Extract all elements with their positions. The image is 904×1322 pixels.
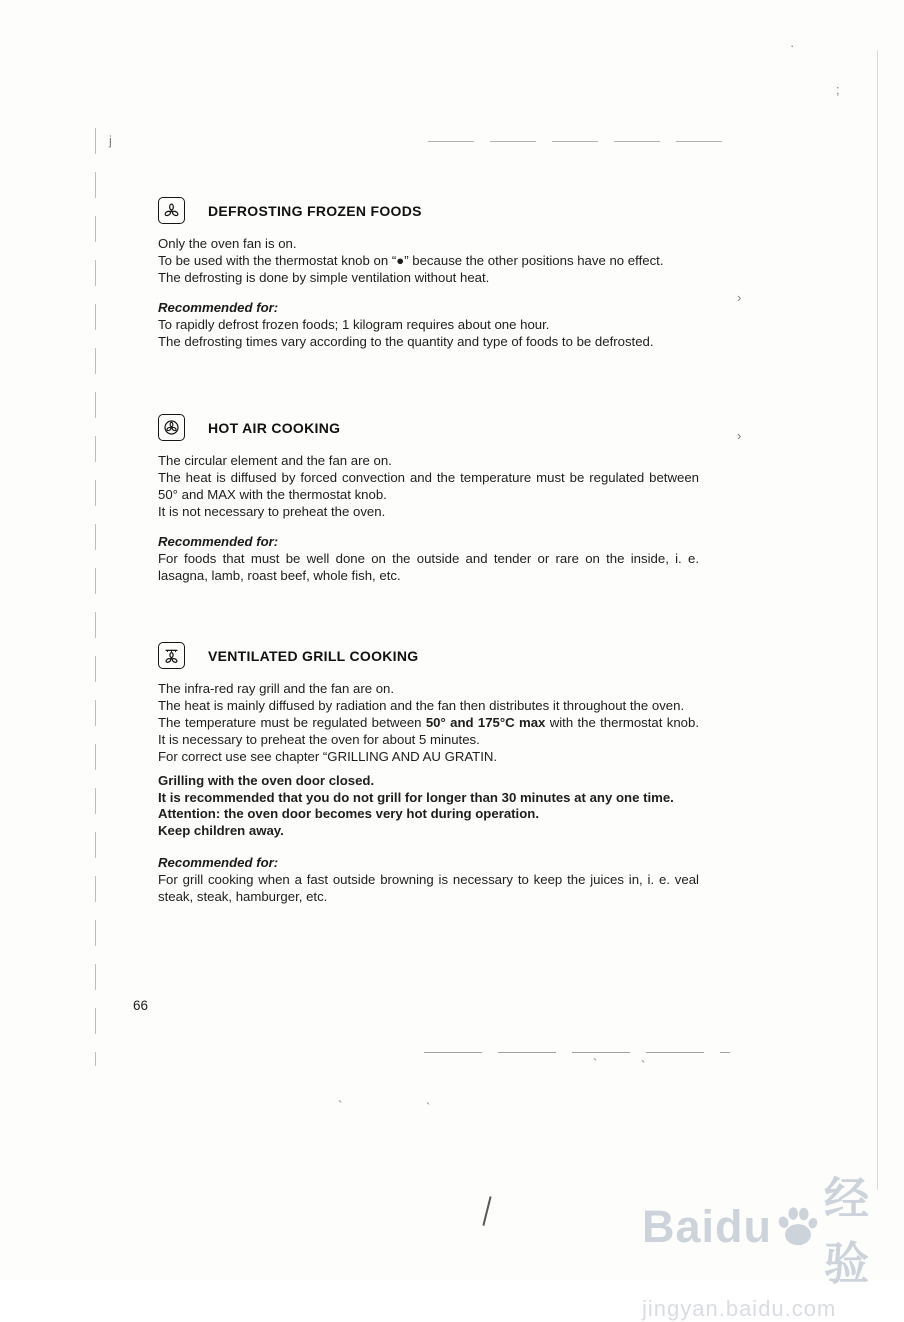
hot-air-fan-icon bbox=[158, 414, 185, 441]
ventilated-grill-icon bbox=[158, 642, 185, 669]
scan-speck: › bbox=[737, 428, 742, 443]
temp-post-text: with the thermostat knob. It is necessary to preheat the oven for about 5 minutes. bbox=[158, 715, 700, 747]
baidu-watermark bbox=[642, 1162, 904, 1322]
recommended-text: The defrosting times vary according to the quantity and type of foods to be defrosted. bbox=[158, 334, 654, 349]
watermark-brand-row bbox=[642, 1162, 904, 1292]
recommended-for-label: Recommended for: bbox=[158, 855, 279, 870]
watermark-brand-latin: Baidu bbox=[642, 1201, 773, 1252]
scan-speck: · bbox=[790, 38, 795, 53]
body-line: The circular element and the fan are on. bbox=[158, 453, 392, 468]
body-line: The heat is diffused by forced convection and the temperature must be regulated between 50° and MAX with the thermostat knob. bbox=[158, 470, 699, 502]
section-header bbox=[158, 642, 699, 669]
recommended-for-label: Recommended for: bbox=[158, 300, 279, 315]
scan-bottom-dashed-line bbox=[424, 1052, 730, 1053]
recommended-text: For grill cooking when a fast outside browning is necessary to keep the juices in, i. e. veal steak, steak, hamburger, etc. bbox=[158, 872, 699, 904]
warning-line: Keep children away. bbox=[158, 822, 284, 838]
watermark-brand-cn: 经验 bbox=[824, 1173, 871, 1289]
defrost-fan-icon bbox=[158, 197, 185, 224]
warning-line: It is recommended that you do not grill for longer than 30 minutes at any one time. bbox=[158, 789, 674, 805]
page-content bbox=[158, 197, 699, 905]
scan-right-edge-line bbox=[877, 50, 878, 1190]
section-title: HOT AIR COOKING bbox=[208, 419, 341, 436]
scan-speck: › bbox=[737, 290, 742, 305]
body-line: Only the oven fan is on. bbox=[158, 236, 297, 251]
scan-left-edge-line bbox=[95, 128, 96, 1066]
warning-line: Grilling with the oven door closed. bbox=[158, 773, 375, 788]
scan-speck: ` bbox=[426, 1100, 431, 1115]
recommended-for-label: Recommended for: bbox=[158, 534, 279, 549]
scan-speck: ` bbox=[338, 1098, 343, 1113]
body-line: For correct use see chapter “GRILLING AND AU GRATIN. bbox=[158, 749, 498, 764]
section-hot-air-cooking bbox=[158, 414, 699, 584]
warning-line: Attention: the oven door becomes very hot during operation. bbox=[158, 806, 539, 821]
scan-speck: ` bbox=[593, 1056, 598, 1071]
body-line-temperature bbox=[158, 714, 699, 748]
section-title: VENTILATED GRILL COOKING bbox=[208, 647, 419, 664]
section-header bbox=[158, 414, 699, 441]
temp-pre-text: The temperature must be regulated between bbox=[158, 715, 426, 730]
scan-speck: ; bbox=[836, 82, 840, 97]
section-defrosting-frozen-foods bbox=[158, 197, 699, 350]
recommended-text: To rapidly defrost frozen foods; 1 kilogram requires about one hour. bbox=[158, 317, 550, 332]
body-line: The infra-red ray grill and the fan are on. bbox=[158, 681, 395, 696]
body-line: The heat is mainly diffused by radiation and the fan then distributes it throughout the oven. bbox=[158, 698, 685, 713]
section-header bbox=[158, 197, 699, 224]
body-line: The defrosting is done by simple ventilation without heat. bbox=[158, 270, 490, 285]
section-ventilated-grill-cooking bbox=[158, 642, 699, 905]
body-line: It is not necessary to preheat the oven. bbox=[158, 504, 386, 519]
watermark-url: jingyan.baidu.com bbox=[642, 1296, 837, 1321]
temp-bold-text: 50° and 175°C max bbox=[425, 715, 546, 730]
recommended-text: For foods that must be well done on the outside and tender or rare on the inside, i. e. lasagna, lamb, roast beef, whole fish, etc. bbox=[158, 551, 699, 583]
section-title: DEFROSTING FROZEN FOODS bbox=[208, 202, 422, 219]
scan-speck: j bbox=[109, 133, 112, 148]
page-number: 66 bbox=[133, 998, 149, 1013]
body-line: To be used with the thermostat knob on “●” because the other positions have no effect. bbox=[158, 253, 664, 268]
baidu-paw-icon bbox=[774, 1203, 822, 1251]
scan-top-dashed-line bbox=[428, 141, 732, 142]
scan-speck: ` bbox=[641, 1058, 646, 1073]
scan-slash-mark bbox=[482, 1196, 491, 1225]
